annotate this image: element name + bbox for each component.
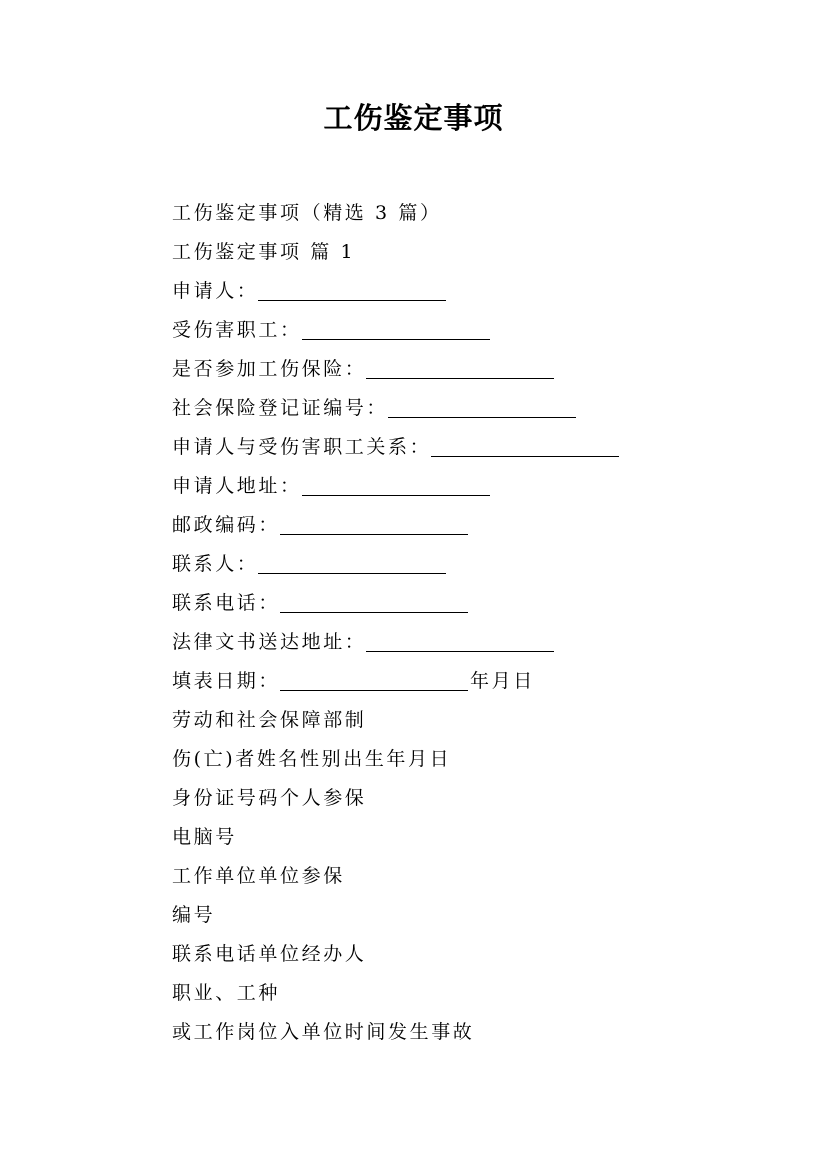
fill-in-blank: [366, 631, 554, 652]
document-line: [172, 935, 621, 974]
document-line: [172, 896, 621, 935]
document-line: [172, 467, 621, 506]
fill-in-blank: [280, 670, 468, 691]
line-text: 伤(亡)者姓名性别出生年月日: [172, 748, 452, 770]
document-line: [172, 194, 621, 233]
document-line: [172, 506, 621, 545]
line-text: 工作单位单位参保: [172, 865, 345, 887]
document-title: 工伤鉴定事项: [323, 101, 504, 135]
line-text: 工伤鉴定事项 篇 1: [172, 241, 356, 263]
fill-in-blank: [431, 436, 619, 457]
document-body: [172, 194, 621, 1052]
line-text: 身份证号码个人参保: [172, 787, 367, 809]
fill-in-blank: [258, 553, 446, 574]
line-text: 联系人：: [172, 553, 259, 575]
document-line: [172, 779, 621, 818]
line-text: 劳动和社会保障部制: [172, 709, 367, 731]
line-text: 电脑号: [172, 826, 237, 848]
fill-in-blank: [302, 319, 490, 340]
line-text: 社会保险登记证编号：: [172, 397, 389, 419]
document-line: [172, 584, 621, 623]
line-text: 邮政编码：: [172, 514, 281, 536]
fill-in-blank: [258, 280, 446, 301]
document-line: [172, 311, 621, 350]
line-text: 联系电话：: [172, 592, 281, 614]
line-text: 工伤鉴定事项（精选 3 篇）: [172, 202, 442, 224]
line-text: 受伤害职工：: [172, 319, 302, 341]
document-line: [172, 233, 621, 272]
fill-in-blank: [280, 514, 468, 535]
document-line: [172, 701, 621, 740]
document-line: [172, 545, 621, 584]
line-text: 联系电话单位经办人: [172, 943, 367, 965]
document-line: [172, 857, 621, 896]
line-text: 是否参加工伤保险：: [172, 358, 367, 380]
line-text: 法律文书送达地址：: [172, 631, 367, 653]
line-suffix: 年月日: [470, 670, 535, 692]
fill-in-blank: [280, 592, 468, 613]
document-line: [172, 428, 621, 467]
document-line: [172, 818, 621, 857]
document-line: [172, 662, 621, 701]
document-line: [172, 272, 621, 311]
line-text: 编号: [172, 904, 216, 926]
line-text: 申请人与受伤害职工关系：: [172, 436, 432, 458]
line-text: 申请人：: [172, 280, 259, 302]
line-text: 填表日期：: [172, 670, 281, 692]
fill-in-blank: [366, 358, 554, 379]
document-line: [172, 1013, 621, 1052]
fill-in-blank: [302, 475, 490, 496]
line-text: 职业、工种: [172, 982, 281, 1004]
document-line: [172, 389, 621, 428]
line-text: 申请人地址：: [172, 475, 302, 497]
document-line: [172, 974, 621, 1013]
document-line: [172, 350, 621, 389]
line-text: 或工作岗位入单位时间发生事故: [172, 1021, 475, 1043]
document-line: [172, 623, 621, 662]
fill-in-blank: [388, 397, 576, 418]
document-line: [172, 740, 621, 779]
